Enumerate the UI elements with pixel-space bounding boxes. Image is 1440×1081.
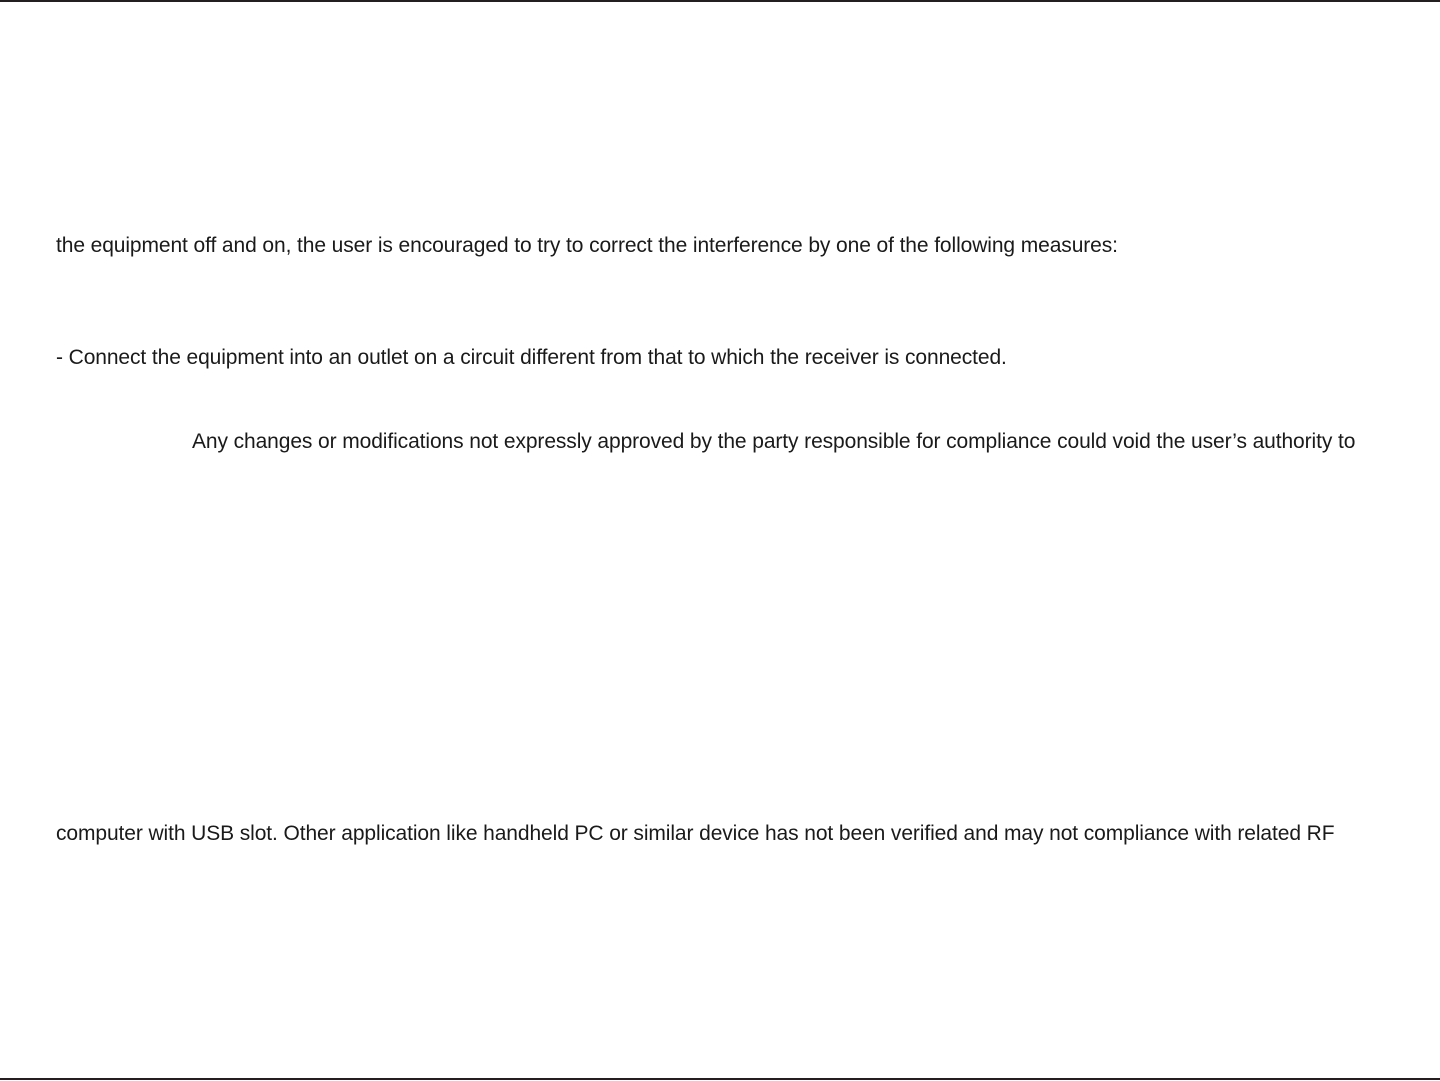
connect-outlet-line: - Connect the equipment into an outlet on a circuit different from that to which the receiver is connected.: [56, 346, 1007, 369]
usb-compliance-line: computer with USB slot. Other application like handheld PC or similar device has not been verified and may not compliance with related RF: [56, 822, 1335, 845]
interference-measures-line: the equipment off and on, the user is encouraged to try to correct the interference by one of the following measures:: [56, 234, 1118, 257]
modifications-warning-line: Any changes or modifications not expressly approved by the party responsible for compliance could void the user’s authority to: [192, 430, 1356, 453]
top-border-rule: [0, 0, 1440, 2]
bottom-border-rule: [0, 1078, 1440, 1080]
